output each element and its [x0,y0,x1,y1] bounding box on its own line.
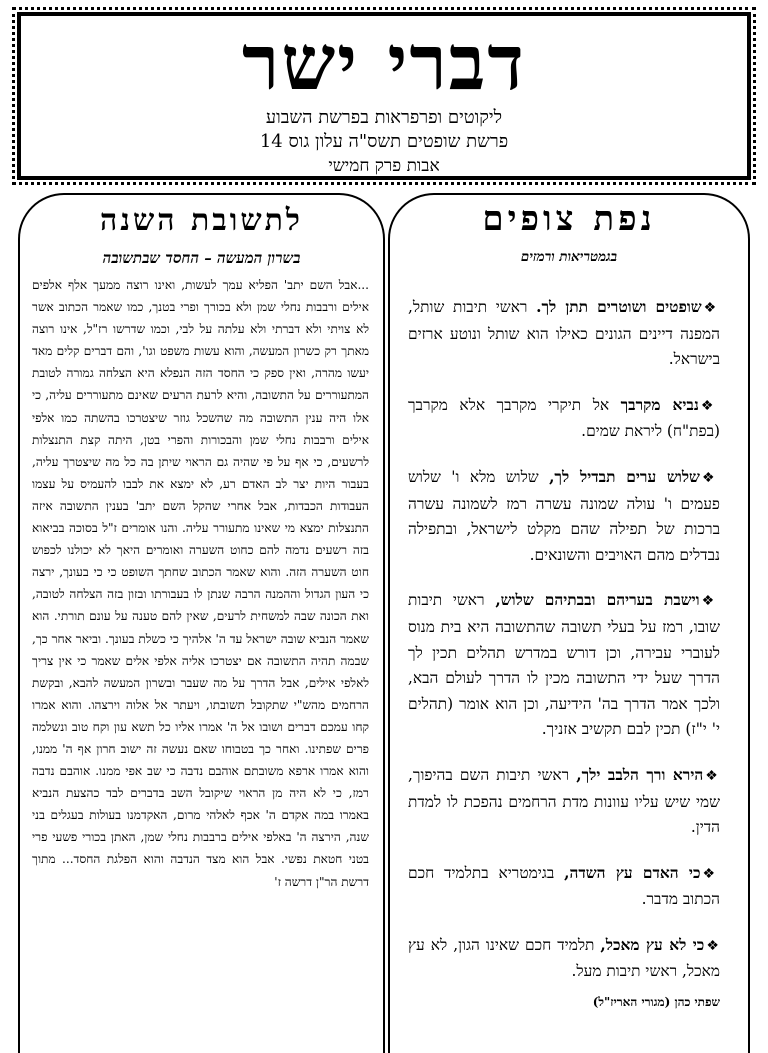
item-text: ראשי תיבות שובו, רמז על בעלי תשובה שהתשובה היא בית מנוס לעוברי עבירה, וכן דורש במדרש תהלים תכין לך הדרך שעל ידי התשובה מכין לו הדרך לעולם הבא, ולכך אמר הדרך בה' הידיעה, וכן הוא אומר (תהלים י' י"ז) תכין לבם תקשיב אזניך. [408,591,720,739]
list-item [408,861,720,913]
author-credit: שפתי כהן (מגורי האריז"ל) [592,995,720,1010]
header-subtitle-3: אבות פרק חמישי [328,156,440,176]
item-lead: הירא ורך הלבב ילך, [576,765,704,784]
left-column [18,193,385,1053]
list-item [408,465,720,568]
right-column-title: נפת צופים [482,199,656,239]
bullet-icon: ❖ [703,300,720,316]
bullet-icon: ❖ [701,593,720,610]
list-item [408,933,720,985]
item-lead: שלוש ערים תבדיל לך, [549,467,700,486]
essay-body: ...אבל השם יתב' הפליא עמך לעשות, ואינו רוצה ממעך אלף אלפים אילים ורבבות נחלי שמן ולא בכורך ופרי בטנך, כמו שאמר הכתוב אשר לא צויתי ולא דברתי ולא עלתה על לבי, וכמו שדרשו רז"ל, אינו רוצה מאתך רק כשרון המעשה, והוא עשות משפט וגו', והם דברים קלים מאד יעשו מהרה, ואין ספק כי החסד הזה הנפלא היא הצלחה גמורה לטובת המתעוררים על התשובה, והיא לרעת הרעים שאינם מתעוררים עליה, כי אלו היה ענין התשובה מה שהשכל גוזר שיצטרכו בהשתה כמו אלפי אילים ורבבות נחלי שמן והבכורות והפרי בטן, היתה קצת התנצלות לרשעים, כי אף על פי שהיה גם הראוי שיתן בה כל מה שיצטרך עליה, בעבור היות יצר לב האדם רע, לא ימצא את לבבו להעמיס על עצמו העבודות הכבדות, אבל אחרי שהקל השם יתב' בענין התשובה איזה התנצלות ימצא מי שאינו מתעורר עליה. והנו אומרים ז"ל בסוכה בביאוא בזה רשעים נדמה להם כחוט השערה ואומרים היאך לא יכולנו לכפוש חוט השערה הזה. והוא שאמר הכתוב שחתך השופט כי כי בעונך, ירצה כי העון הגדול וההמנה הרבה שנתן לו בעבורתו ובזון בזה הצלחה לטובה, ואת הכונה שבה למשחית לרעים, שאין להם טענה על עונם תורתי. הוא שאמר הנביא שובה ישראל עד ה' אלהיך כי כשלת בעונך. וביאר אחר כך, שבמה תהיה התשובה אם יצטרכו אליה אלפי אלים שאמר כי אין צריך לאלפי אילים, אבל הדרך על מה שעבר ובשרון המעשה להבא, ובקשת הרחמים מהש"י שתקובל תשובתו, ויעתר אל אלוה וירצהו. והוא אמרו קחו עמכם דברים ושובו אל ה' אמרו אליו כל תשא עון וקח טוב ונשלמה פרים שפתינו. ואחר כך בטבוחו שאם נעשה זה ישוב חרון אף ה' ממנו, והוא אמרו ארפא משובתם אוהבם נדבה כי שב אפי ממנו. אוהבם נדבה רמז, כי לא היה מן הראוי שיקובל השב בדברים לבד כהצעת הנביא באמרו במה אקדם ה' אכף לאלהי מרום, האקדמנו בעולות בעגלים בני שנה, הירצה ה' באלפי אילים ברבבות נחלי שמן, האתן בכורי פשעי פרי בטני חטאת נפשי. אבל הוא מצד הנדבה והוא הפלגת החסד... מתוך דרשת הר"ן דרשה ז' [32,278,369,889]
item-lead: כי האדם עץ השדה, [564,863,701,882]
item-text: שלוש מלא ו' שלוש פעמים ו' עולה שמונה עשרה רמז לשמונה עשרה ברכות של תפילה שהם מקלט לישראל, ובתפילה נבדלים מהם האויבים והשונאים. [408,467,720,564]
right-column-subtitle: בגמטריאות ורמזים [520,249,618,265]
list-item [408,393,720,445]
list-item [408,588,720,743]
left-column-title: לתשובת השנה [100,203,303,238]
bullet-icon: ❖ [701,469,720,486]
item-text: תלמיד חכם שאינו הגון, לא עץ מאכל, ראשי תיבות מעל. [408,935,720,981]
item-text: אל תיקרי מקרבך אלא מקרבך (בפת"ח) ליראת שמים. [408,395,720,441]
list-item [408,763,720,841]
header-subtitle-1: ליקוטים ופרפראות בפרשת השבוע [265,107,503,128]
item-text: ראשי תיבות שותל, המפנה דיינים הגונים כאילו הוא שותל ונוטע ארזים בישראל. [408,298,720,369]
item-lead: שופטים ושוטרים תתן לך. [536,298,702,316]
right-column [388,193,750,1053]
item-lead: כי לא עץ מאכל, [600,935,705,954]
list-item [408,295,720,373]
essay-heading: בשרון המעשה – החסד שבתשובה [102,249,301,267]
item-text: ראשי תיבות השם בהיפוך, שמי שיש עליו עוונות מדת הרחמים נהפכת לו למדת הדין. [408,765,720,837]
bullet-icon: ❖ [706,937,720,954]
bullet-icon: ❖ [702,865,720,882]
header-subtitle-2: פרשת שופטים תשס"ה עלון גוס 14 [259,131,509,152]
item-text: בגימטריא בתלמיד חכם הכתוב מדבר. [408,863,720,909]
masthead-title: דברי ישר [242,18,526,107]
bullet-icon: ❖ [700,397,720,414]
bullet-icon: ❖ [705,767,720,784]
header-box [17,12,751,180]
item-lead: וישבת בעריהם ובבתיהם שלוש, [495,591,700,610]
item-lead: נביא מקרבך [620,395,699,414]
